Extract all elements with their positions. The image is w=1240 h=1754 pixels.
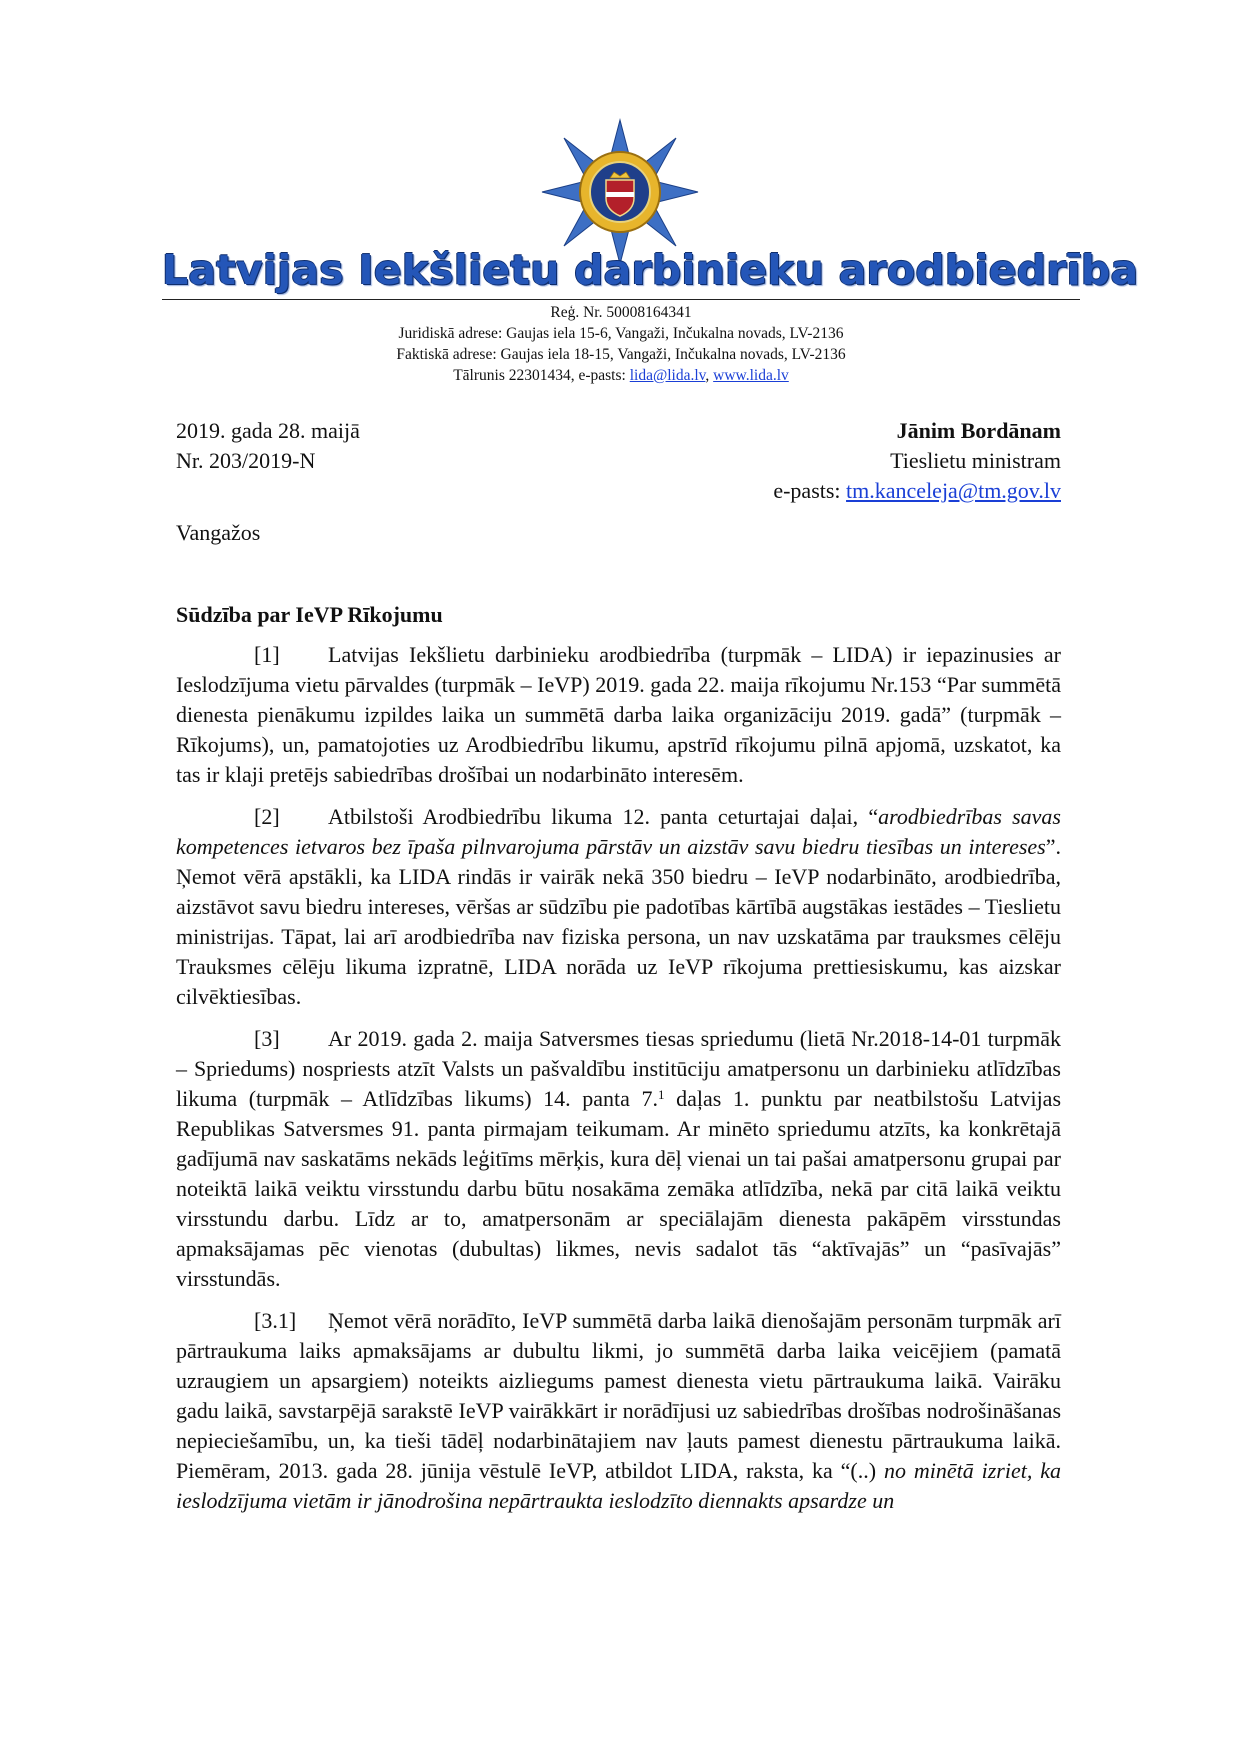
paragraph-text: Atbilstoši Arodbiedrību likuma 12. panta ceturtajai daļai, “ (328, 804, 879, 829)
letter-place: Vangažos (176, 520, 261, 545)
letter-subject: Sūdzība par IeVP Rīkojumu (176, 602, 443, 627)
superscript: 1 (658, 1087, 665, 1102)
recipient-email-line (773, 476, 1061, 506)
actual-address: Faktiskā adrese: Gaujas iela 18-15, Vangaži, Inčukalna novads, LV-2136 (396, 346, 846, 363)
recipient-name: Jānim Bordānam (896, 418, 1061, 443)
contacts-line (162, 365, 1080, 386)
recipient-email-label: e-pasts: (773, 478, 847, 503)
header-divider (162, 299, 1080, 300)
website-link[interactable]: www.lida.lv (713, 367, 789, 384)
letterhead-info (162, 302, 1080, 386)
paragraph-text: ”. Ņemot vērā apstākli, ka LIDA rindās ir vairāk nekā 350 biedru – IeVP nodarbināto, arodbiedrība, aizstāvot savu biedru intereses, vēršas ar sūdzību pie padotības kārtībā augstākas iestādes – Tieslietu ministrijas. Tāpat, lai arī arodbiedrība nav fiziska persona, un nav uzskatāma par trauksmes cēlēju Trauksmes cēlēju likuma izpratnē, LIDA norāda uz IeVP rīkojuma prettiesiskumu, kas aizskar cilvēktiesības. (176, 834, 1061, 1009)
paragraph-text: Ar 2019. gada 2. maija Satversmes tiesas spriedumu (lietā Nr.2018-14-01 turpmāk – Spriedums) nospriests atzīt Valsts un pašvaldību institūciju amatpersonu un darbinieku atlīdzības likuma (turpmāk – Atlīdzības likums) 14. panta 7. (176, 1026, 1061, 1111)
email-link[interactable]: lida@lida.lv (629, 367, 706, 384)
paragraph-number: [3.1] (254, 1308, 297, 1333)
recipient-title: Tieslietu ministram (890, 448, 1061, 473)
legal-address: Juridiskā adrese: Gaujas iela 15-6, Vangaži, Inčukalna novads, LV-2136 (398, 325, 844, 342)
paragraph-number: [3] (254, 1026, 280, 1051)
paragraph-number: [1] (254, 642, 280, 667)
paragraph-3-1 (176, 1306, 1061, 1516)
organization-name: Latvijas Iekšlietu darbinieku arodbiedrība (162, 246, 1139, 294)
recipient-email-link[interactable]: tm.kanceleja@tm.gov.lv (846, 478, 1061, 503)
contacts-separator: , (705, 367, 714, 384)
paragraph-text: Latvijas Iekšlietu darbinieku arodbiedrība (turpmāk – LIDA) ir iepazinusies ar Ieslodzījuma vietu pārvaldes (turpmāk – IeVP) 2019. gada 22. maija rīkojumu Nr.153 “Par summētā dienesta pienākumu izpildes laika un summētā darba laika organizāciju 2019. gadā” (turpmāk – Rīkojums), un, pamatojoties uz Arodbiedrību likumu, apstrīd rīkojumu pilnā apjomā, uzskatot, ka tas ir klaji pretējs sabiedrības drošībai un nodarbināto interesēm. (176, 642, 1061, 787)
letter-body (176, 640, 1061, 1528)
law-quote: arodbiedrības savas kompetences ietvaros bez īpaša pilnvarojuma pārstāv un aizstāv savu biedru tiesības un intereses (176, 804, 1061, 859)
registration-number: Reģ. Nr. 50008164341 (550, 304, 692, 321)
paragraph-1 (176, 640, 1061, 790)
letter-number: Nr. 203/2019-N (176, 448, 316, 473)
letter-date: 2019. gada 28. maijā (176, 418, 360, 443)
paragraph-text: Ņemot vērā norādīto, IeVP summētā darba laikā dienošajām personām turpmāk arī pārtraukuma laiks apmaksājams ar dubultu likmi, jo summētā darba laika veicējiem (pamatā uzraugiem un apsargiem) noteikts aizliegums pamest dienesta vietu pārtraukuma laikā. Vairāku gadu laikā, savstarpējā sarakstē IeVP vairākkārt ir norādījusi uz sabiedrības drošības nodrošināšanas nepieciešamību, un, ka tieši tādēļ nodarbinātajiem nav ļauts pamest dienestu pārtraukuma laikā. Piemēram, 2013. gada 28. jūnija vēstulē IeVP, atbildot LIDA, raksta, ka “(..) (176, 1308, 1061, 1483)
star-emblem-icon (540, 118, 700, 266)
paragraph-number: [2] (254, 804, 280, 829)
paragraph-3 (176, 1024, 1061, 1294)
paragraph-2 (176, 802, 1061, 1012)
phone-text: Tālrunis 22301434, e-pasts: (453, 367, 630, 384)
paragraph-text: daļas 1. punktu par neatbilstošu Latvijas Republikas Satversmes 91. panta pirmajam teikumam. Ar minēto spriedumu atzīts, ka konkrētajā gadījumā nav saskatāms nekāds leģitīms mērķis, kura dēļ vienai un tai pašai amatpersonu grupai par noteiktā laikā veiktu virsstundu darbu būtu nosakāma zemāka atlīdzība, nekā par citā laikā veiktu virsstundu darbu. Līdz ar to, amatpersonām ar speciālajām dienesta pakāpēm virsstundas apmaksājamas pēc vienotas (dubultas) likmes, nevis sadalot tās “aktīvajās” un “pasīvajās” virsstundās. (176, 1086, 1062, 1291)
letter-quote: no minētā izriet, ka ieslodzījuma vietām ir jānodrošina nepārtraukta ieslodzīto diennakts apsardze un (176, 1458, 1061, 1513)
